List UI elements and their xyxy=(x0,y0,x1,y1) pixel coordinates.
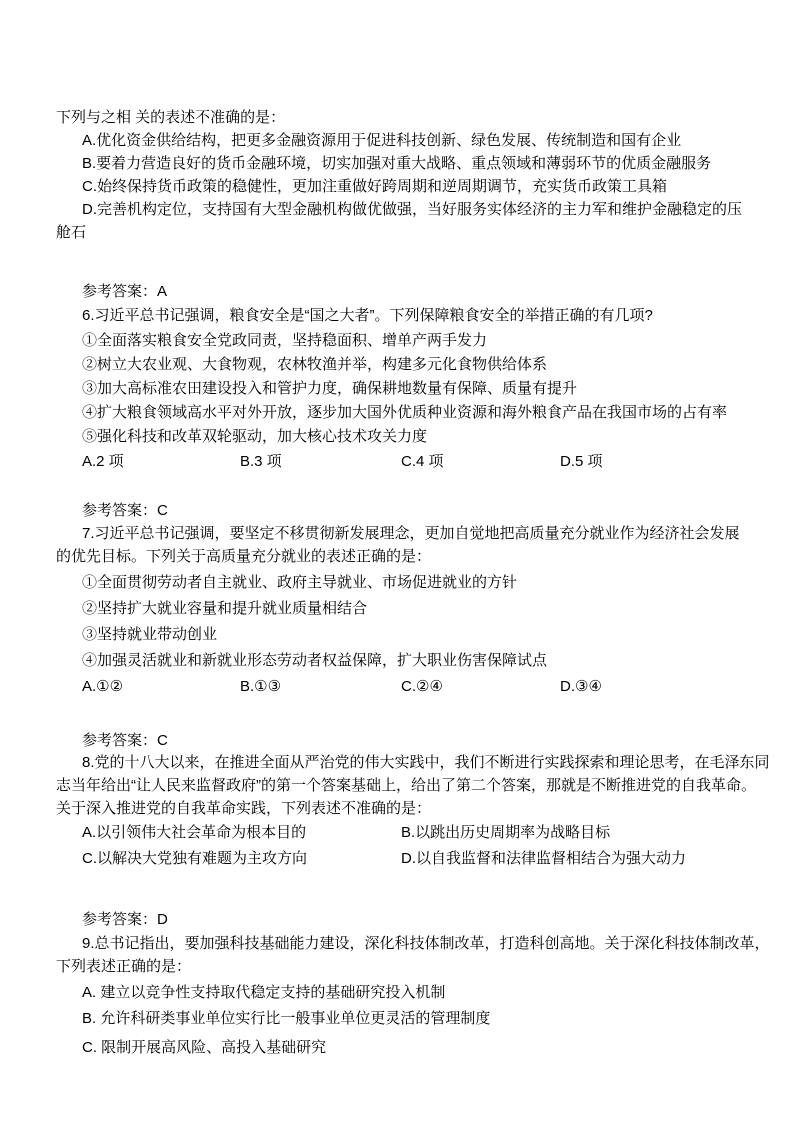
question9-option-a: A. 建立以竞争性支持取代稳定支持的基础研究投入机制 xyxy=(82,984,446,1001)
prev-question-prompt: 下列与之相 关的表述不准确的是： xyxy=(56,109,286,126)
question8-answer: 参考答案：D xyxy=(82,911,168,928)
question8-stem-line1: 8.党的十八大以来，在推进全面从严治党的伟大实践中，我们不断进行实践探索和理论思考，在毛泽东同 xyxy=(82,754,770,771)
prev-question-option-d: D.完善机构定位，支持国有大型金融机构做优做强，当好服务实体经济的主力军和维护金融稳定的压 xyxy=(82,201,743,218)
prev-question-answer: 参考答案：A xyxy=(82,283,168,300)
question8-option-b: B.以跳出历史周期率为战略目标 xyxy=(401,824,611,841)
question7-item-1: ①全面贯彻劳动者自主就业、政府主导就业、市场促进就业的方针 xyxy=(82,574,518,591)
question8-stem-line3: 关于深入推进党的自我革命实践，下列表述不准确的是： xyxy=(56,800,432,817)
question9-stem-line2: 下列表述正确的是： xyxy=(56,958,192,975)
question9-stem-line1: 9.总书记指出，要加强科技基础能力建设，深化科技体制改革，打造科创高地。关于深化科技体制改革， xyxy=(82,935,770,952)
question6-item-4: ④扩大粮食领域高水平对外开放，逐步加大国外优质种业资源和海外粮食产品在我国市场的占有率 xyxy=(82,404,728,421)
question6-item-2: ②树立大农业观、大食物观，农林牧渔并举，构建多元化食物供给体系 xyxy=(82,356,548,373)
question8-option-c: C.以解决大党独有难题为主攻方向 xyxy=(82,850,308,867)
question7-stem-line1: 7.习近平总书记强调，要坚定不移贯彻新发展理念，更加自觉地把高质量充分就业作为经济社会发展 xyxy=(82,525,740,542)
question6-stem: 6.习近平总书记强调，粮食安全是“国之大者”。下列保障粮食安全的举措正确的有几项? xyxy=(82,307,653,324)
question8-options-row-2 xyxy=(56,847,739,870)
question6-item-1: ①全面落实粮食安全党政同责，坚持稳面积、增单产两手发力 xyxy=(82,332,488,349)
question8-options-row-1 xyxy=(56,821,739,844)
prev-question-option-d-wrap: 舱石 xyxy=(56,224,87,241)
question8-option-d: D.以自我监督和法律监督相结合为强大动力 xyxy=(401,850,687,867)
question7-options-row xyxy=(56,675,739,698)
question7-stem-line2: 的优先目标。下列关于高质量充分就业的表述正确的是： xyxy=(56,548,432,565)
question7-item-3: ③坚持就业带动创业 xyxy=(82,626,218,643)
question6-option-d: D.5 项 xyxy=(560,453,603,470)
question7-item-4: ④加强灵活就业和新就业形态劳动者权益保障，扩大职业伤害保障试点 xyxy=(82,652,548,669)
question6-options-row xyxy=(56,450,739,473)
question6-option-c: C.4 项 xyxy=(401,453,444,470)
question7-answer: 参考答案：C xyxy=(82,732,168,749)
question6-item-3: ③加大高标准农田建设投入和管护力度，确保耕地数量有保障、质量有提升 xyxy=(82,380,578,397)
document-content xyxy=(56,0,770,1123)
question7-option-a: A.①② xyxy=(82,678,124,695)
prev-question-option-b: B.要着力营造良好的货币金融环境，切实加强对重大战略、重点领域和薄弱环节的优质金融服务 xyxy=(82,155,712,172)
question6-option-b: B.3 项 xyxy=(240,453,282,470)
question6-item-5: ⑤强化科技和改革双轮驱动，加大核心技术攻关力度 xyxy=(82,428,428,445)
question7-option-d: D.③④ xyxy=(560,678,602,695)
question7-option-c: C.②④ xyxy=(401,678,443,695)
question7-item-2: ②坚持扩大就业容量和提升就业质量相结合 xyxy=(82,600,368,617)
question8-stem-line2: 志当年给出“让人民来监督政府”的第一个答案基础上，给出了第二个答案，那就是不断推进党的自我革命。 xyxy=(56,777,756,794)
prev-question-option-c: C.始终保持货币政策的稳健性，更加注重做好跨周期和逆周期调节，充实货币政策工具箱 xyxy=(82,178,668,195)
prev-question-option-a: A.优化资金供给结构，把更多金融资源用于促进科技创新、绿色发展、传统制造和国有企业 xyxy=(82,132,682,149)
question6-answer: 参考答案：C xyxy=(82,502,168,519)
question9-option-c: C. 限制开展高风险、高投入基础研究 xyxy=(82,1039,327,1056)
question8-option-a: A.以引领伟大社会革命为根本目的 xyxy=(82,824,307,841)
question6-option-a: A.2 项 xyxy=(82,453,124,470)
question9-option-b: B. 允许科研类事业单位实行比一般事业单位更灵活的管理制度 xyxy=(82,1010,491,1027)
question7-option-b: B.①③ xyxy=(240,678,282,695)
